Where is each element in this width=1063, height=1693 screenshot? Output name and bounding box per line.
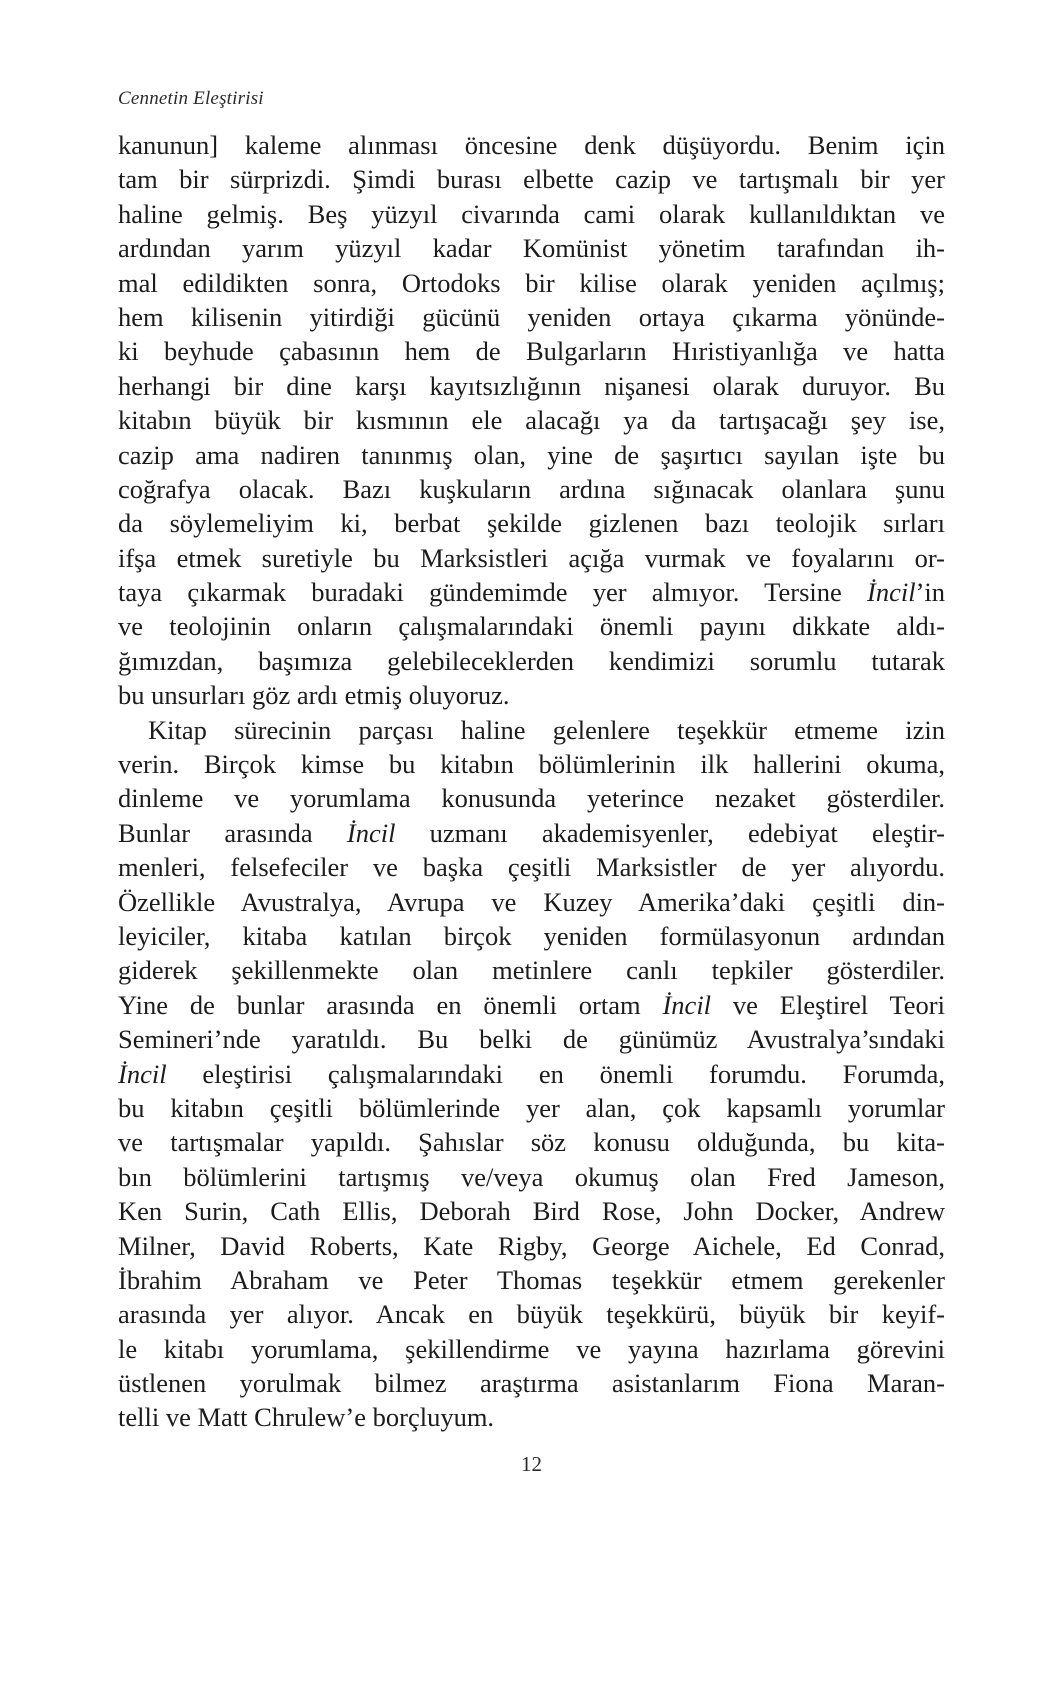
text-line: herhangi bir dine karşı kayıtsızlığının nişanesi olarak duruyor. Bu bbox=[118, 370, 945, 401]
text-line: kitabın büyük bir kısmının ele alacağı ya da tartışacağı şey ise, bbox=[118, 405, 945, 436]
text-line: ğımızdan, başımıza gelebileceklerden kendimizi sorumlu tutarak bbox=[118, 645, 945, 676]
running-head: Cennetin Eleştirisi bbox=[118, 88, 264, 109]
text-line: Ken Surin, Cath Ellis, Deborah Bird Rose, John Docker, Andrew bbox=[118, 1196, 945, 1227]
paragraph-2 bbox=[118, 713, 945, 1435]
text-line: taya çıkarmak buradaki gündemimde yer almıyor. Tersine İncil’in bbox=[118, 577, 945, 608]
page-number: 12 bbox=[521, 1452, 542, 1476]
text-line: da söylemeliyim ki, berbat şekilde gizlenen bazı teolojik sırları bbox=[118, 508, 945, 539]
text-line: Bunlar arasında İncil uzmanı akademisyenler, edebiyat eleştir- bbox=[118, 817, 945, 848]
text-line: haline gelmiş. Beş yüzyıl civarında cami olarak kullanıldıktan ve bbox=[118, 198, 945, 229]
text-line: Milner, David Roberts, Kate Rigby, George Aichele, Ed Conrad, bbox=[118, 1230, 945, 1261]
text-line: kanunun] kaleme alınması öncesine denk düşüyordu. Benim için bbox=[118, 130, 945, 160]
body-text bbox=[118, 128, 945, 1435]
text-line: le kitabı yorumlama, şekillendirme ve yayına hazırlama görevini bbox=[118, 1333, 945, 1364]
italic-term: İncil bbox=[867, 577, 916, 608]
text-line: bu unsurları göz ardı etmiş oluyoruz. bbox=[118, 680, 510, 711]
text-line: Kitap sürecinin parçası haline gelenlere teşekkür etmeme izin bbox=[148, 714, 945, 745]
text-line: hem kilisenin yitirdiği gücünü yeniden ortaya çıkarma yönünde- bbox=[118, 301, 945, 332]
text-line: ve tartışmalar yapıldı. Şahıslar söz konusu olduğunda, bu kita- bbox=[118, 1127, 945, 1158]
text-line: ifşa etmek suretiyle bu Marksistleri açığa vurmak ve foyalarını or- bbox=[118, 542, 945, 573]
text-line: menleri, felsefeciler ve başka çeşitli Marksistler de yer alıyordu. bbox=[118, 852, 945, 883]
text-line: ve teolojinin onların çalışmalarındaki önemli payını dikkate aldı- bbox=[118, 611, 945, 642]
text-line: üstlenen yorulmak bilmez araştırma asistanlarım Fiona Maran- bbox=[118, 1368, 945, 1399]
text-line: telli ve Matt Chrulew’e borçluyum. bbox=[118, 1402, 495, 1433]
text-line: arasında yer alıyor. Ancak en büyük teşekkürü, büyük bir keyif- bbox=[118, 1299, 945, 1330]
paragraph-1 bbox=[118, 128, 945, 713]
italic-term: İncil bbox=[118, 1058, 167, 1089]
text-line: bu kitabın çeşitli bölümlerinde yer alan, çok kapsamlı yorumlar bbox=[118, 1092, 945, 1123]
text-line: dinleme ve yorumlama konusunda yeterince nezaket gösterdiler. bbox=[118, 783, 945, 814]
text-line: mal edildikten sonra, Ortodoks bir kilise olarak yeniden açılmış; bbox=[118, 267, 945, 298]
text-line: bın bölümlerini tartışmış ve/veya okumuş olan Fred Jameson, bbox=[118, 1161, 945, 1192]
text-line: ki beyhude çabasının hem de Bulgarların Hıristiyanlığa ve hatta bbox=[118, 336, 945, 367]
text-line: İbrahim Abraham ve Peter Thomas teşekkür etmem gerekenler bbox=[118, 1264, 945, 1295]
text-line: coğrafya olacak. Bazı kuşkuların ardına sığınacak olanlara şunu bbox=[118, 473, 945, 504]
text-line: Yine de bunlar arasında en önemli ortam İncil ve Eleştirel Teori bbox=[118, 989, 945, 1020]
text-line: ardından yarım yüzyıl kadar Komünist yönetim tarafından ih- bbox=[118, 233, 945, 264]
text-line: cazip ama nadiren tanınmış olan, yine de şaşırtıcı sayılan işte bu bbox=[118, 439, 945, 470]
text-line: tam bir sürprizdi. Şimdi burası elbette cazip ve tartışmalı bir yer bbox=[118, 164, 945, 195]
italic-term: İncil bbox=[346, 817, 396, 848]
italic-term: İncil bbox=[662, 989, 712, 1020]
text-line: verin. Birçok kimse bu kitabın bölümlerinin ilk hallerini okuma, bbox=[118, 749, 945, 780]
text-line: leyiciler, kitaba katılan birçok yeniden formülasyonun ardından bbox=[118, 920, 945, 951]
text-line: Özellikle Avustralya, Avrupa ve Kuzey Amerika’daki çeşitli din- bbox=[118, 886, 945, 917]
text-line: giderek şekillenmekte olan metinlere canlı tepkiler gösterdiler. bbox=[118, 955, 945, 986]
text-line: İncil eleştirisi çalışmalarındaki en önemli forumdu. Forumda, bbox=[118, 1058, 945, 1089]
text-line: Semineri’nde yaratıldı. Bu belki de günümüz Avustralya’sındaki bbox=[118, 1024, 945, 1055]
